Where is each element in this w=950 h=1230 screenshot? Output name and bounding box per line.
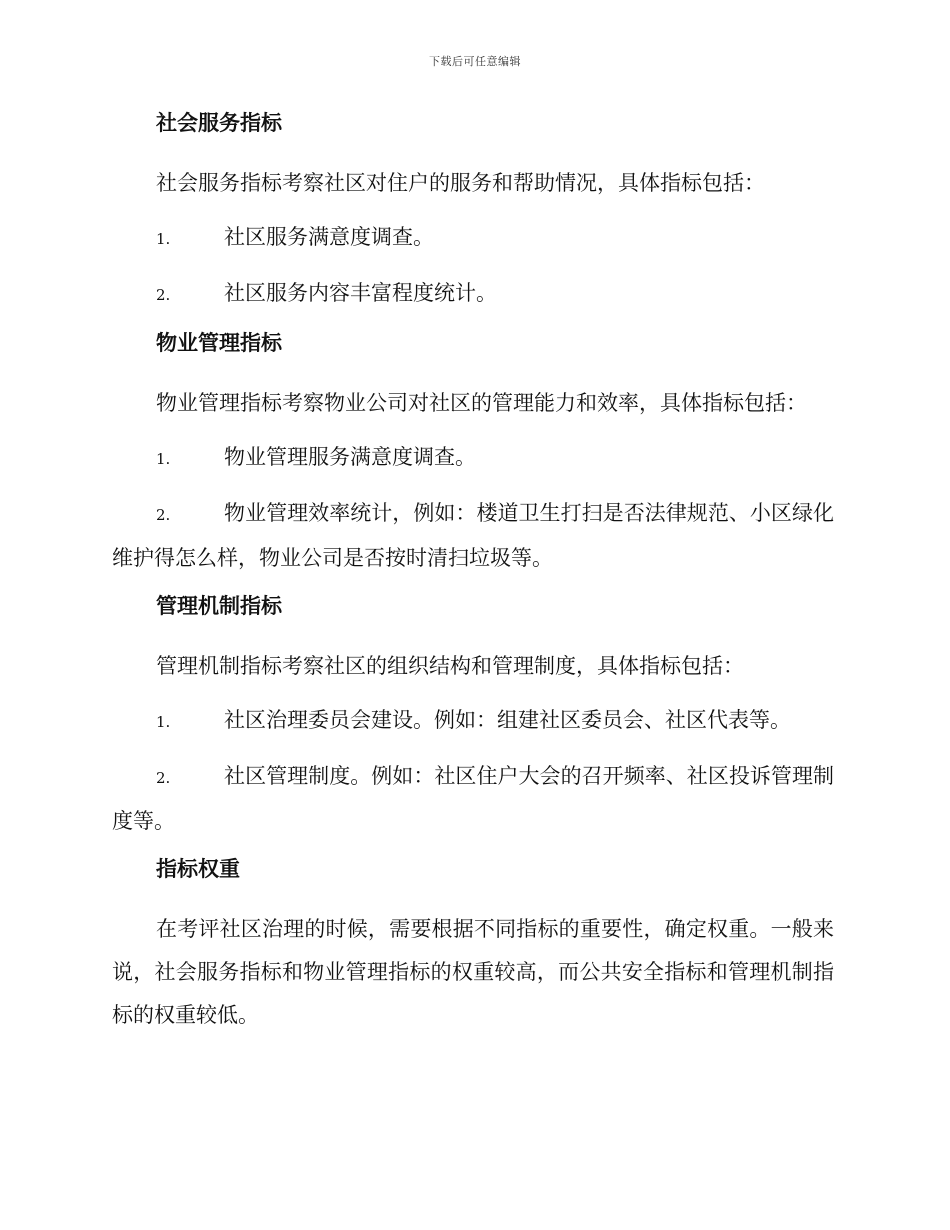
list-item-text: 物业管理效率统计，例如：楼道卫生打扫是否法律规范、小区绿化维护得怎么样，物业公司是否按时清扫垃圾等。 xyxy=(112,501,834,570)
list-item-text: 物业管理服务满意度调查。 xyxy=(224,445,476,469)
section-heading: 管理机制指标 xyxy=(156,594,282,618)
list-number: 1. xyxy=(156,230,171,248)
list-item xyxy=(112,699,834,744)
document-body xyxy=(112,108,834,1048)
list-item xyxy=(112,436,834,481)
list-item xyxy=(112,216,834,261)
section-intro: 管理机制指标考察社区的组织结构和管理制度，具体指标包括： xyxy=(156,654,744,678)
list-number: 2. xyxy=(156,286,171,304)
list-number: 2. xyxy=(156,506,171,524)
list-number: 1. xyxy=(156,713,171,731)
section-heading: 指标权重 xyxy=(156,857,240,881)
list-item xyxy=(112,492,834,580)
list-item-text: 社区服务内容丰富程度统计。 xyxy=(224,281,497,305)
section-body: 在考评社区治理的时候，需要根据不同指标的重要性，确定权重。一般来说，社会服务指标和物业管理指标的权重较高，而公共安全指标和管理机制指标的权重较低。 xyxy=(112,917,834,1027)
list-item-text: 社区服务满意度调查。 xyxy=(224,225,434,249)
list-item xyxy=(112,272,834,317)
section-intro: 社会服务指标考察社区对住户的服务和帮助情况，具体指标包括： xyxy=(156,171,765,195)
section-intro: 物业管理指标考察物业公司对社区的管理能力和效率，具体指标包括： xyxy=(156,391,807,415)
list-item xyxy=(112,755,834,843)
list-number: 1. xyxy=(156,450,171,468)
header-note: 下载后可任意编辑 xyxy=(429,55,521,68)
list-item-text: 社区治理委员会建设。例如：组建社区委员会、社区代表等。 xyxy=(224,708,791,732)
list-number: 2. xyxy=(156,769,171,787)
list-item-text: 社区管理制度。例如：社区住户大会的召开频率、社区投诉管理制度等。 xyxy=(112,764,834,833)
section-heading: 社会服务指标 xyxy=(156,111,282,135)
section-heading: 物业管理指标 xyxy=(156,331,282,355)
